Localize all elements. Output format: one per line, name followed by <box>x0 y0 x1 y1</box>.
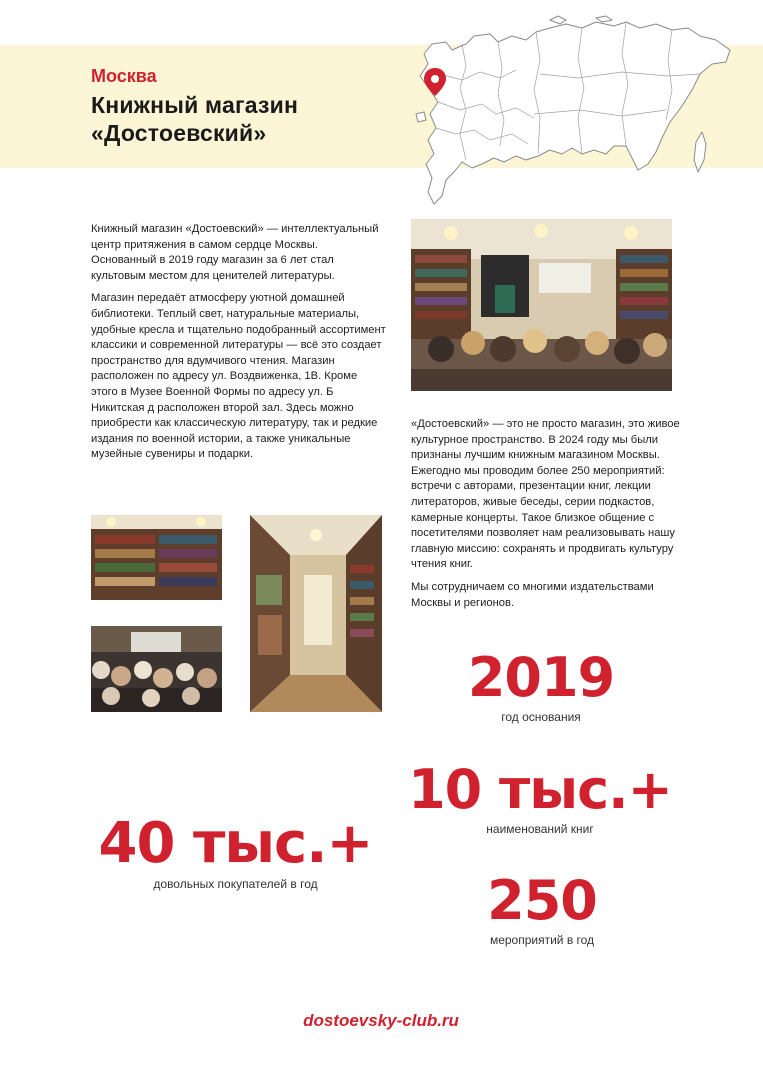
stat-founded-label: год основания <box>501 710 581 724</box>
event-photo <box>411 219 672 391</box>
stat-events <box>470 869 614 947</box>
about-paragraph: Мы сотрудничаем со многими издательствами Москвы и регионов. <box>411 580 654 609</box>
stat-customers-label: довольных покупателей в год <box>153 877 318 891</box>
title-line-2: «Достоевский» <box>91 120 267 146</box>
title-line-1: Книжный магазин <box>91 92 299 118</box>
page-title <box>91 91 298 147</box>
stat-events-label: мероприятий в год <box>489 933 595 947</box>
audience-photo <box>91 626 222 712</box>
intro-paragraph: Книжный магазин «Достоевский» — интеллектуальный центр притяжения в самом сердце Москвы. Основанный в 2019 году магазин за 6 лет стал культовым местом для ценителей литературы. <box>91 223 379 282</box>
stat-founded-value: 2019 <box>467 646 615 709</box>
stat-customers-value: 40 тыс.+ <box>98 811 373 876</box>
intro-paragraph: Магазин передаёт атмосферу уютной домашней библиотеки. Теплый свет, натуральные материалы, удобные кресла и тщательно подобранный ассортимент классики и современной литературы — всё это создает пространство для вдумчивого чтения. Магазин расположен по адресу ул. Воздвиженка, 1В. Кроме этого в Музее Военной Формы по адресу ул. Б Никитская д расположен второй зал. Здесь можно приобрести как классическую литературу, так и редкие издания по военной истории, а также уникальные музейные сувениры и подарки. <box>91 292 386 461</box>
stat-customers <box>92 811 379 891</box>
store-interior-photo <box>250 515 382 712</box>
bookshelves-photo <box>91 515 222 600</box>
stat-titles <box>405 758 675 836</box>
website-link[interactable]: dostoevsky-club.ru <box>303 1011 459 1030</box>
stat-events-value: 250 <box>487 869 597 932</box>
city-label: Москва <box>91 66 157 86</box>
stat-titles-label: наименований книг <box>486 822 594 836</box>
about-text <box>411 417 683 618</box>
intro-text <box>91 222 386 470</box>
about-paragraph: «Достоевский» — это не просто магазин, это живое культурное пространство. В 2024 году мы были признаны лучшим книжным магазином Москвы. Ежегодно мы проводим более 250 мероприятий: встречи с авторами, презентации книг, лекции литераторов, живые беседы, серии подкастов, камерные концерты. Такое близкое общение с посетителями позволяет нам реализовывать нашу главную миссию: сохранять и продвигать культуру чтения книг. <box>411 418 680 571</box>
stat-titles-value: 10 тыс.+ <box>408 758 672 821</box>
stat-founded <box>460 646 622 724</box>
russia-map-icon <box>400 14 740 214</box>
